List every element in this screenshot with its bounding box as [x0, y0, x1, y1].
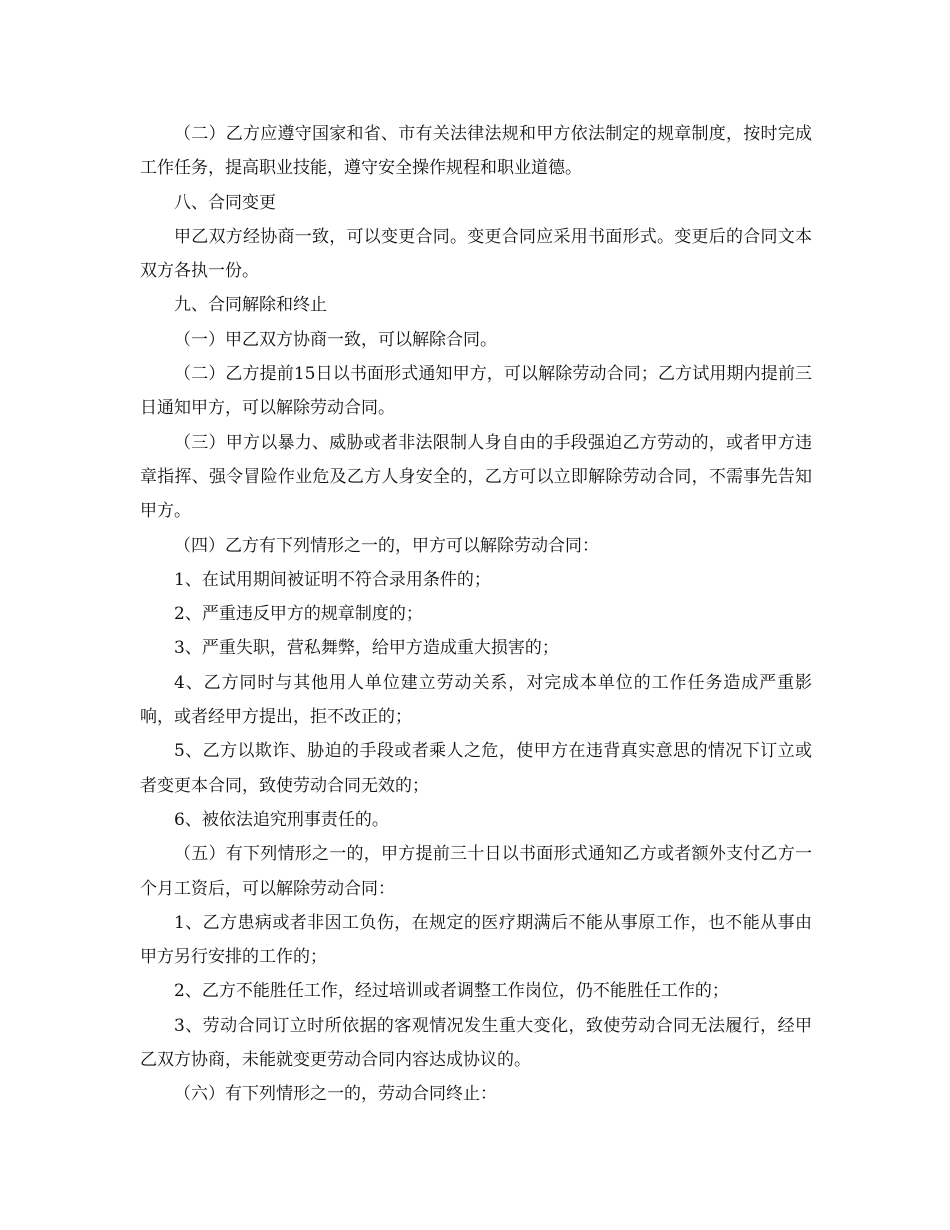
- clause-9-5-item-1: 1、乙方患病或者非因工负伤，在规定的医疗期满后不能从事原工作，也不能从事由甲方另行安排的工作的；: [140, 912, 812, 968]
- clause-9-4-item-6: 6、被依法追究刑事责任的。: [174, 809, 389, 830]
- clause-9-5-item-3: 3、劳动合同订立时所依据的客观情况发生重大变化，致使劳动合同无法履行，经甲乙双方协商，未能就变更劳动合同内容达成协议的。: [140, 1015, 812, 1071]
- clause-9-6: （六）有下列情形之一的，劳动合同终止：: [174, 1084, 497, 1105]
- section-8-body: 甲乙双方经协商一致，可以变更合同。变更合同应采用书面形式。变更后的合同文本双方各执一份。: [140, 226, 812, 282]
- document-page: [140, 117, 812, 1112]
- clause-9-4-item-2: 2、严重违反甲方的规章制度的；: [174, 604, 423, 625]
- clause-9-1: （一）甲乙双方协商一致，可以解除合同。: [174, 329, 497, 350]
- clause-2-employee-duties: （二）乙方应遵守国家和省、市有关法律法规和甲方依法制定的规章制度，按时完成工作任务，提高职业技能，遵守安全操作规程和职业道德。: [140, 124, 812, 179]
- clause-9-4-item-3: 3、严重失职，营私舞弊，给甲方造成重大损害的；: [174, 638, 559, 659]
- clause-9-4-item-4: 4、乙方同时与其他用人单位建立劳动关系，对完成本单位的工作任务造成严重影响，或者经甲方提出，拒不改正的；: [140, 672, 812, 728]
- section-8-heading: 八、合同变更: [174, 192, 276, 213]
- clause-9-2: （二）乙方提前15日以书面形式通知甲方，可以解除劳动合同；乙方试用期内提前三日通知甲方，可以解除劳动合同。: [140, 364, 812, 419]
- clause-9-4-item-5: 5、乙方以欺诈、胁迫的手段或者乘人之危，使甲方在违背真实意思的情况下订立或者变更本合同，致使劳动合同无效的；: [140, 741, 812, 796]
- clause-9-5-item-2: 2、乙方不能胜任工作，经过培训或者调整工作岗位，仍不能胜任工作的；: [174, 981, 729, 1002]
- clause-9-4-item-1: 1、在试用期间被证明不符合录用条件的；: [174, 569, 491, 590]
- clause-9-4: （四）乙方有下列情形之一的，甲方可以解除劳动合同：: [174, 535, 599, 556]
- clause-9-5: （五）有下列情形之一的，甲方提前三十日以书面形式通知乙方或者额外支付乙方一个月工资后，可以解除劳动合同：: [140, 844, 812, 899]
- clause-9-3: （三）甲方以暴力、威胁或者非法限制人身自由的手段强迫乙方劳动的，或者甲方违章指挥、强令冒险作业危及乙方人身安全的，乙方可以立即解除劳动合同，不需事先告知甲方。: [140, 432, 812, 522]
- section-9-heading: 九、合同解除和终止: [174, 295, 327, 316]
